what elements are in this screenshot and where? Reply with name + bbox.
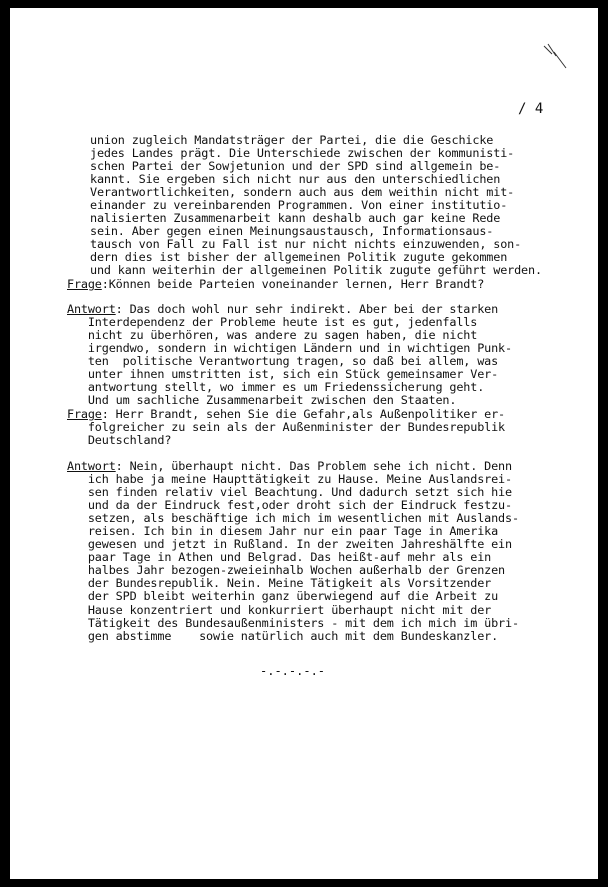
text-line: nalisierten Zusammenarbeit kann deshalb auch gar keine Rede bbox=[90, 211, 501, 226]
text-line: kannt. Sie ergeben sich nicht nur aus den unterschiedlichen bbox=[90, 172, 501, 187]
question-1 bbox=[67, 278, 484, 291]
text-line: irgendwo, sondern in wichtigen Ländern und in wichtigen Punk- bbox=[67, 341, 512, 356]
text-line: jedes Landes prägt. Die Unterschiede zwischen der kommunisti- bbox=[90, 146, 515, 161]
text-line: : Herr Brandt, sehen Sie die Gefahr,als Außenpolitiker er- bbox=[101, 407, 506, 421]
text-line: union zugleich Mandatsträger der Partei, die die Geschicke bbox=[90, 133, 494, 147]
answer-2 bbox=[67, 460, 519, 643]
answer-label: Antwort bbox=[67, 302, 116, 316]
answer-1 bbox=[67, 303, 512, 407]
qa-first-line bbox=[67, 278, 484, 291]
text-line: Und um sachliche Zusammenarbeit zwischen den Staaten. bbox=[67, 393, 457, 408]
text-line: Tätigkeit des Bundesaußenministers - mit dem ich mich im übri- bbox=[67, 615, 519, 630]
text-line: Deutschland? bbox=[67, 433, 172, 448]
question-label: Frage bbox=[67, 407, 102, 421]
text-line: nicht zu überhören, was andere zu sagen haben, die nicht bbox=[67, 328, 478, 343]
text-line: sein. Aber gegen einen Meinungsaustausch, Informationsaus- bbox=[90, 224, 494, 239]
text-line: gewesen und jetzt in Rußland. In der zweiten Jahreshälfte ein bbox=[67, 537, 512, 552]
text-line: gen abstimme sowie natürlich auch mit dem Bundeskanzler. bbox=[67, 628, 499, 643]
text-line: reisen. Ich bin in diesem Jahr nur ein paar Tage in Amerika bbox=[67, 524, 499, 539]
text-line: unter ihnen umstritten ist, sich ein Stück gemeinsamer Ver- bbox=[67, 367, 499, 382]
question-label: Frage bbox=[67, 277, 102, 291]
text-line: Interdependenz der Probleme heute ist es gut, jedenfalls bbox=[67, 315, 478, 330]
text-line: tausch von Fall zu Fall ist nur nicht nichts einzuwenden, son- bbox=[90, 237, 522, 252]
text-line: schen Partei der Sowjetunion und der SPD sind allgemein be- bbox=[90, 159, 501, 174]
question-2 bbox=[67, 408, 505, 447]
text-line: :Können beide Parteien voneinander lernen, Herr Brandt? bbox=[101, 277, 485, 291]
text-line: der SPD bleibt weiterhin ganz überwiegend auf die Arbeit zu bbox=[67, 589, 499, 604]
text-line: : Das doch wohl nur sehr indirekt. Aber bei der starken bbox=[115, 302, 499, 316]
page-number: / 4 bbox=[518, 101, 544, 117]
text-line: paar Tage in Athen und Belgrad. Das heißt-auf mehr als ein bbox=[67, 550, 492, 565]
document-page bbox=[10, 8, 598, 879]
text-line: halbes Jahr bezogen-zweieinhalb Wochen außerhalb der Grenzen bbox=[67, 563, 505, 578]
text-line: einander zu vereinbarenden Programmen. Von einer institutio- bbox=[90, 198, 508, 213]
text-line: ich habe ja meine Haupttätigkeit zu Hause. Meine Auslandsrei- bbox=[67, 472, 512, 487]
text-line: : Nein, überhaupt nicht. Das Problem sehe ich nicht. Denn bbox=[115, 459, 512, 473]
answer-label: Antwort bbox=[67, 459, 116, 473]
intro-paragraph bbox=[90, 134, 542, 278]
text-line: und da der Eindruck fest,oder droht sich der Eindruck festzu- bbox=[67, 498, 512, 513]
text-line: Hause konzentriert und konkurriert überhaupt nicht mit der bbox=[67, 602, 492, 617]
text-line: sen finden relativ viel Beachtung. Und dadurch setzt sich hie bbox=[67, 485, 512, 500]
text-line: dern dies ist bisher der allgemeinen Politik zugute gekommen bbox=[90, 250, 508, 265]
text-line: folgreicher zu sein als der Außenminister der Bundesrepublik bbox=[67, 420, 505, 435]
end-mark: -.-.-.-.- bbox=[260, 664, 326, 678]
text-line: der Bundesrepublik. Nein. Meine Tätigkeit als Vorsitzender bbox=[67, 576, 492, 591]
text-line: antwortung stellt, wo immer es um Friedenssicherung geht. bbox=[67, 380, 485, 395]
pen-mark bbox=[542, 42, 568, 72]
text-line: ten politische Verantwortung tragen, so daß bei allem, was bbox=[67, 354, 499, 369]
text-line: Verantwortlichkeiten, sondern auch aus dem weithin nicht mit- bbox=[90, 185, 515, 200]
text-line: setzen, als beschäftige ich mich im wesentlichen mit Auslands- bbox=[67, 511, 519, 526]
text-line: und kann weiterhin der allgemeinen Politik zugute geführt werden. bbox=[90, 263, 542, 278]
